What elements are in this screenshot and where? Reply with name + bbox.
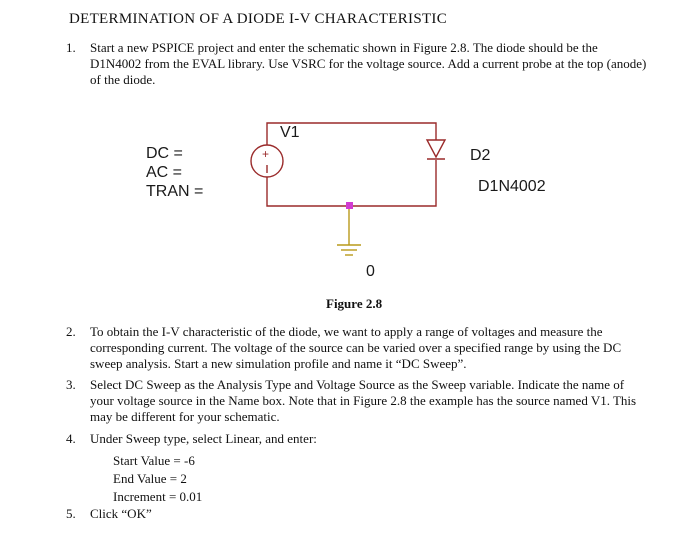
current-probe-marker <box>346 202 353 209</box>
source-dc-label: DC = <box>146 145 183 162</box>
step-1-text: Start a new PSPICE project and enter the schematic shown in Figure 2.8. The diode should be the D1N4002 from the EVAL library. Use VSRC for the voltage source. Add a current probe at the top (anode) of the diode. <box>90 40 647 87</box>
source-plus-sign: + <box>262 147 270 161</box>
voltage-source-symbol <box>251 145 283 177</box>
step-3-number: 3. <box>66 377 76 392</box>
end-value-line: End Value = 2 <box>113 471 187 486</box>
source-ac-label: AC = <box>146 164 183 181</box>
step-5-text: Click “OK” <box>90 506 152 521</box>
source-name-label: V1 <box>280 124 300 141</box>
source-tran-label: TRAN = <box>146 183 204 200</box>
step-3-text: Select DC Sweep as the Analysis Type and Voltage Source as the Sweep variable. Indicate the name of your voltage source in the Name box. Note that in Figure 2.8 the example has the source named V1. This may be different for your schematic. <box>90 377 637 424</box>
diode-symbol <box>427 140 445 159</box>
step-5-number: 5. <box>66 506 76 521</box>
step-1-number: 1. <box>66 40 76 55</box>
page-title: DETERMINATION OF A DIODE I-V CHARACTERISTIC <box>69 11 448 27</box>
diode-model-label: D1N4002 <box>478 178 546 195</box>
increment-value-line: Increment = 0.01 <box>113 489 203 504</box>
schematic-figure <box>130 112 580 290</box>
figure-caption: Figure 2.8 <box>326 296 383 311</box>
step-4-text: Under Sweep type, select Linear, and enter: <box>90 431 317 446</box>
step-2-text: To obtain the I-V characteristic of the diode, we want to apply a range of voltages and measure the corresponding current. The voltage of the source can be varied over a specified range by using the DC sweep analysis. Start a new simulation profile and name it “DC Sweep”. <box>90 324 622 371</box>
start-value-line: Start Value = -6 <box>113 453 195 468</box>
diode-name-label: D2 <box>470 147 491 164</box>
ground-symbol <box>337 209 361 255</box>
ground-node-label: 0 <box>366 263 375 280</box>
step-4-number: 4. <box>66 431 76 446</box>
step-2-number: 2. <box>66 324 76 339</box>
